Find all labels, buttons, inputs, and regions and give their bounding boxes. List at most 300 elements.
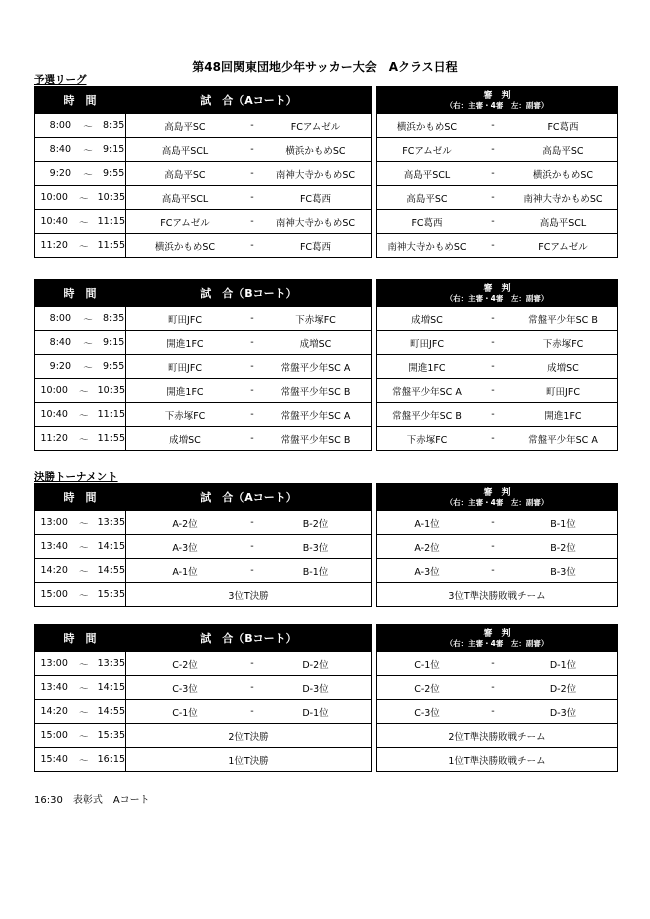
time-separator: 〜	[78, 566, 89, 578]
time-range	[35, 540, 125, 554]
referee-dash: -	[491, 337, 495, 348]
away-team: 南神大寺かもめSC	[275, 169, 356, 181]
referee-pair	[377, 360, 617, 374]
match-cell	[126, 186, 372, 210]
referee-cell	[377, 676, 618, 700]
time-separator: 〜	[83, 314, 93, 326]
time-cell	[35, 583, 126, 607]
start-time: 11:20	[40, 240, 68, 251]
referee-left: C-2位	[414, 683, 440, 695]
home-team: 町田JFC	[168, 362, 202, 374]
away-team: 横浜かもめSC	[285, 145, 346, 157]
end-time: 15:35	[97, 589, 125, 600]
referee-cell	[377, 511, 618, 535]
away-team: D-2位	[302, 659, 329, 671]
referee-pair	[377, 143, 617, 157]
end-time: 15:35	[97, 730, 125, 741]
match-cell	[126, 210, 372, 234]
end-time: 8:35	[103, 313, 125, 324]
end-time: 14:55	[97, 565, 125, 576]
referee-cell	[377, 403, 618, 427]
referee-header-note: （右：主審・4審 左：副審）	[445, 497, 549, 507]
time-separator: 〜	[78, 731, 89, 743]
referee-right: B-3位	[550, 566, 576, 578]
referee-cell	[377, 210, 618, 234]
match-header: 試 合（Bコート）	[126, 625, 372, 652]
versus-dash: -	[250, 517, 254, 528]
away-team: 常盤平少年SC A	[280, 362, 351, 374]
end-time: 11:15	[97, 216, 125, 227]
section-prelim-label: 予選リーグ	[34, 74, 87, 86]
prelim-court-b-table	[34, 279, 618, 451]
referee-right: D-3位	[549, 707, 577, 719]
referee-header-title: 審 判	[483, 90, 511, 101]
start-time: 8:00	[49, 313, 71, 324]
table-row	[35, 535, 618, 559]
match-pair	[126, 408, 371, 422]
match-pair	[126, 239, 371, 253]
start-time: 8:40	[49, 337, 71, 348]
match-cell	[126, 379, 372, 403]
time-separator: 〜	[78, 707, 89, 719]
referee-right: 高島平SC	[542, 145, 584, 157]
final-court-b-table	[34, 624, 618, 772]
table-row	[35, 234, 618, 258]
end-time: 13:35	[97, 517, 125, 528]
referee-cell: 2位T準決勝敗戦チーム	[377, 724, 618, 748]
referee-right: D-2位	[549, 683, 577, 695]
referee-cell	[377, 186, 618, 210]
referee-left: FC葛西	[411, 217, 443, 229]
referee-left: 町田JFC	[410, 338, 444, 350]
referee-header-title: 審 判	[483, 628, 511, 639]
table-row	[35, 331, 618, 355]
referee-header	[377, 625, 618, 652]
match-cell	[126, 535, 372, 559]
referee-dash: -	[491, 385, 495, 396]
versus-dash: -	[250, 682, 254, 693]
referee-left: 下赤塚FC	[406, 434, 448, 446]
away-team: 常盤平少年SC A	[280, 410, 351, 422]
time-cell	[35, 676, 126, 700]
prelim-court-a-table	[34, 86, 618, 258]
referee-left: A-2位	[414, 542, 440, 554]
home-team: C-3位	[172, 683, 198, 695]
time-separator: 〜	[83, 145, 93, 157]
time-cell	[35, 379, 126, 403]
end-time: 9:15	[103, 144, 125, 155]
end-time: 9:15	[103, 337, 125, 348]
referee-header-note: （右：主審・4審 左：副審）	[445, 638, 549, 648]
home-team: 高島平SCL	[161, 193, 209, 205]
time-cell	[35, 331, 126, 355]
end-time: 11:15	[97, 409, 125, 420]
match-cell	[126, 307, 372, 331]
match-pair	[126, 360, 371, 374]
time-separator: 〜	[78, 518, 89, 530]
time-separator: 〜	[83, 169, 93, 181]
time-header: 時 間	[35, 280, 126, 307]
time-range	[35, 432, 125, 446]
time-cell	[35, 700, 126, 724]
referee-left: 開進1FC	[408, 362, 446, 374]
match-cell	[126, 652, 372, 676]
table-row	[35, 186, 618, 210]
referee-dash: -	[491, 517, 495, 528]
away-team: D-1位	[302, 707, 329, 719]
referee-right: 高島平SCL	[539, 217, 587, 229]
home-team: 高島平SCL	[161, 145, 209, 157]
referee-cell	[377, 234, 618, 258]
start-time: 10:40	[40, 409, 68, 420]
match-cell	[126, 700, 372, 724]
table-row	[35, 355, 618, 379]
time-range	[35, 191, 125, 205]
award-ceremony-note: 16:30 表彰式 Aコート	[34, 795, 150, 806]
home-team: 開進1FC	[166, 338, 204, 350]
away-team: FC葛西	[299, 193, 332, 205]
match-cell: 1位T決勝	[126, 748, 372, 772]
time-range	[35, 681, 125, 695]
time-cell	[35, 427, 126, 451]
match-pair	[126, 119, 371, 133]
table-header	[35, 87, 618, 114]
referee-pair	[377, 432, 617, 446]
referee-pair	[377, 191, 617, 205]
away-team: 下赤塚FC	[295, 314, 336, 326]
referee-dash: -	[491, 409, 495, 420]
referee-cell: 1位T準決勝敗戦チーム	[377, 748, 618, 772]
table-row	[35, 724, 618, 748]
time-separator: 〜	[83, 338, 93, 350]
versus-dash: -	[250, 337, 254, 348]
referee-dash: -	[491, 313, 495, 324]
start-time: 11:20	[40, 433, 68, 444]
time-range	[35, 729, 125, 743]
time-separator: 〜	[78, 542, 89, 554]
match-header: 試 合（Aコート）	[126, 87, 372, 114]
referee-cell	[377, 427, 618, 451]
time-cell	[35, 355, 126, 379]
referee-left: FCアムゼル	[402, 145, 452, 157]
table-row	[35, 652, 618, 676]
time-separator: 〜	[78, 755, 89, 767]
table-row	[35, 162, 618, 186]
start-time: 13:00	[40, 517, 68, 528]
away-team: FCアムゼル	[290, 121, 341, 133]
time-separator: 〜	[78, 659, 89, 671]
match-header: 試 合（Bコート）	[126, 280, 372, 307]
referee-right: 常盤平少年SC B	[528, 314, 598, 326]
referee-left: 高島平SC	[406, 193, 448, 205]
versus-dash: -	[250, 216, 254, 227]
referee-cell	[377, 355, 618, 379]
referee-right: D-1位	[549, 659, 577, 671]
referee-left: C-3位	[414, 707, 440, 719]
match-cell	[126, 355, 372, 379]
match-cell	[126, 162, 372, 186]
start-time: 15:00	[40, 589, 68, 600]
referee-cell: 3位T準決勝敗戦チーム	[377, 583, 618, 607]
referee-dash: -	[491, 216, 495, 227]
end-time: 11:55	[97, 240, 125, 251]
versus-dash: -	[250, 120, 254, 131]
table-row	[35, 511, 618, 535]
start-time: 10:00	[40, 192, 68, 203]
start-time: 15:00	[40, 730, 68, 741]
referee-cell	[377, 162, 618, 186]
start-time: 15:40	[40, 754, 68, 765]
referee-left: 横浜かもめSC	[396, 121, 458, 133]
match-cell	[126, 403, 372, 427]
end-time: 9:55	[103, 168, 125, 179]
match-cell	[126, 559, 372, 583]
table-row	[35, 748, 618, 772]
referee-pair	[377, 215, 617, 229]
home-team: 町田JFC	[168, 314, 202, 326]
referee-pair	[377, 336, 617, 350]
away-team: B-1位	[302, 566, 329, 578]
time-cell	[35, 535, 126, 559]
time-range	[35, 516, 125, 530]
page-title: 第48回関東団地少年サッカー大会 Aクラス日程	[192, 60, 458, 74]
time-range	[35, 564, 125, 578]
time-separator: 〜	[78, 386, 89, 398]
start-time: 9:20	[49, 361, 71, 372]
match-cell	[126, 676, 372, 700]
referee-right: 常盤平少年SC A	[528, 434, 598, 446]
referee-pair	[377, 167, 617, 181]
match-pair	[126, 705, 371, 719]
time-range	[35, 657, 125, 671]
referee-left: C-1位	[414, 659, 440, 671]
referee-right: 南神大寺かもめSC	[523, 193, 603, 205]
referee-cell	[377, 535, 618, 559]
time-separator: 〜	[78, 683, 89, 695]
home-team: A-2位	[172, 518, 198, 530]
time-range	[35, 408, 125, 422]
time-separator: 〜	[83, 362, 93, 374]
time-cell	[35, 724, 126, 748]
referee-left: 高島平SCL	[403, 169, 451, 181]
referee-right: 横浜かもめSC	[532, 169, 594, 181]
match-pair	[126, 336, 371, 350]
match-cell: 3位T決勝	[126, 583, 372, 607]
referee-right: 町田JFC	[546, 386, 580, 398]
referee-left: A-1位	[414, 518, 440, 530]
match-pair	[126, 516, 371, 530]
versus-dash: -	[250, 385, 254, 396]
versus-dash: -	[250, 192, 254, 203]
away-team: 成増SC	[299, 338, 332, 350]
home-team: 開進1FC	[166, 386, 204, 398]
time-cell	[35, 162, 126, 186]
referee-left: 常盤平少年SC B	[392, 410, 462, 422]
time-separator: 〜	[78, 217, 89, 229]
match-pair	[126, 191, 371, 205]
referee-dash: -	[491, 192, 495, 203]
start-time: 13:00	[40, 658, 68, 669]
match-pair	[126, 384, 371, 398]
referee-right: 開進1FC	[544, 410, 582, 422]
referee-pair	[377, 408, 617, 422]
final-court-a-table	[34, 483, 618, 607]
match-cell	[126, 114, 372, 138]
end-time: 10:35	[97, 192, 125, 203]
away-team: 南神大寺かもめSC	[275, 217, 356, 229]
home-team: C-2位	[172, 659, 198, 671]
referee-header	[377, 87, 618, 114]
table-row	[35, 210, 618, 234]
time-cell	[35, 511, 126, 535]
time-header: 時 間	[35, 87, 126, 114]
versus-dash: -	[250, 168, 254, 179]
home-team: 横浜かもめSC	[154, 241, 216, 253]
referee-dash: -	[491, 144, 495, 155]
table-row	[35, 403, 618, 427]
referee-dash: -	[491, 541, 495, 552]
referee-header-title: 審 判	[483, 487, 511, 498]
match-pair	[126, 167, 371, 181]
referee-header	[377, 484, 618, 511]
referee-cell	[377, 138, 618, 162]
away-team: B-3位	[302, 542, 329, 554]
time-range	[35, 588, 125, 602]
home-team: C-1位	[172, 707, 198, 719]
referee-left: 南神大寺かもめSC	[387, 241, 467, 253]
referee-dash: -	[491, 240, 495, 251]
referee-left: 成増SC	[411, 314, 443, 326]
referee-dash: -	[491, 658, 495, 669]
time-cell	[35, 186, 126, 210]
table-row	[35, 307, 618, 331]
end-time: 13:35	[97, 658, 125, 669]
referee-header-note: （右：主審・4審 左：副審）	[445, 100, 549, 110]
end-time: 14:55	[97, 706, 125, 717]
versus-dash: -	[250, 565, 254, 576]
away-team: 常盤平少年SC B	[280, 434, 351, 446]
time-separator: 〜	[78, 434, 89, 446]
start-time: 8:00	[49, 120, 71, 131]
table-row	[35, 700, 618, 724]
home-team: A-3位	[172, 542, 198, 554]
match-pair	[126, 143, 371, 157]
table-header	[35, 625, 618, 652]
referee-dash: -	[491, 120, 495, 131]
referee-right: B-1位	[550, 518, 576, 530]
referee-pair	[377, 119, 617, 133]
table-header	[35, 280, 618, 307]
match-cell: 2位T決勝	[126, 724, 372, 748]
time-cell	[35, 114, 126, 138]
referee-dash: -	[491, 706, 495, 717]
time-separator: 〜	[78, 410, 89, 422]
end-time: 8:35	[103, 120, 125, 131]
time-cell	[35, 210, 126, 234]
referee-right: B-2位	[550, 542, 576, 554]
start-time: 14:20	[40, 706, 68, 717]
time-cell	[35, 138, 126, 162]
match-cell	[126, 234, 372, 258]
referee-dash: -	[491, 565, 495, 576]
table-row	[35, 583, 618, 607]
end-time: 14:15	[97, 541, 125, 552]
time-cell	[35, 307, 126, 331]
time-range	[35, 143, 125, 157]
referee-left: 常盤平少年SC A	[392, 386, 462, 398]
table-row	[35, 138, 618, 162]
away-team: 常盤平少年SC B	[280, 386, 351, 398]
referee-dash: -	[491, 433, 495, 444]
table-row	[35, 379, 618, 403]
referee-left: A-3位	[414, 566, 440, 578]
versus-dash: -	[250, 144, 254, 155]
referee-pair	[377, 516, 617, 530]
match-pair	[126, 540, 371, 554]
time-header: 時 間	[35, 484, 126, 511]
away-team: D-3位	[302, 683, 329, 695]
time-range	[35, 215, 125, 229]
table-row	[35, 559, 618, 583]
time-range	[35, 360, 125, 374]
referee-pair	[377, 312, 617, 326]
home-team: 高島平SC	[164, 169, 206, 181]
time-cell	[35, 559, 126, 583]
time-separator: 〜	[78, 241, 89, 253]
table-row	[35, 427, 618, 451]
versus-dash: -	[250, 541, 254, 552]
match-pair	[126, 681, 371, 695]
start-time: 9:20	[49, 168, 71, 179]
referee-right: 成増SC	[547, 362, 579, 374]
match-header: 試 合（Aコート）	[126, 484, 372, 511]
start-time: 13:40	[40, 682, 68, 693]
time-range	[35, 119, 125, 133]
section-final-label: 決勝トーナメント	[34, 471, 118, 483]
home-team: A-1位	[172, 566, 198, 578]
versus-dash: -	[250, 409, 254, 420]
referee-right: FC葛西	[547, 121, 579, 133]
match-cell	[126, 511, 372, 535]
time-range	[35, 239, 125, 253]
match-cell	[126, 138, 372, 162]
away-team: FC葛西	[299, 241, 332, 253]
match-cell	[126, 427, 372, 451]
referee-pair	[377, 681, 617, 695]
start-time: 13:40	[40, 541, 68, 552]
home-team: 高島平SC	[164, 121, 206, 133]
time-range	[35, 705, 125, 719]
time-cell	[35, 234, 126, 258]
referee-pair	[377, 239, 617, 253]
referee-cell	[377, 652, 618, 676]
referee-dash: -	[491, 682, 495, 693]
end-time: 9:55	[103, 361, 125, 372]
time-separator: 〜	[78, 590, 89, 602]
match-pair	[126, 312, 371, 326]
time-cell	[35, 403, 126, 427]
match-cell	[126, 331, 372, 355]
versus-dash: -	[250, 658, 254, 669]
versus-dash: -	[250, 706, 254, 717]
home-team: 下赤塚FC	[164, 410, 206, 422]
time-range	[35, 384, 125, 398]
versus-dash: -	[250, 433, 254, 444]
table-row	[35, 114, 618, 138]
start-time: 10:00	[40, 385, 68, 396]
referee-pair	[377, 540, 617, 554]
referee-cell	[377, 379, 618, 403]
